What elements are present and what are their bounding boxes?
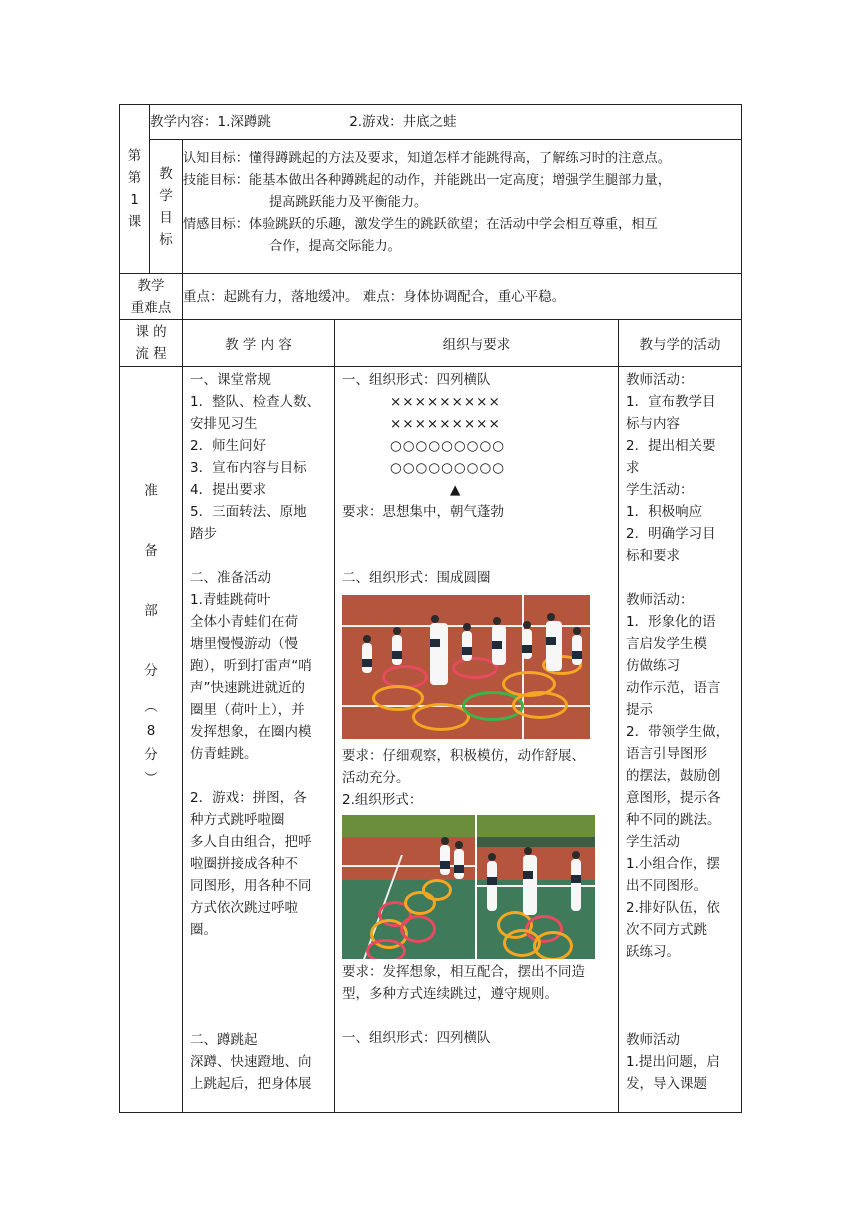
org-part-routine: 一、组织形式：四列横队 ××××××××× ××××××××× ○○○○○○○○○ ○○○○○○○○○ ▲ 要求：思想集中，朝气蓬勃 bbox=[342, 369, 618, 523]
cognitive-goal: 认知目标：懂得蹲跳起的方法及要求，知道怎样才能跳得高，了解练习时的注意点。 bbox=[183, 151, 671, 166]
content-item-2: 2.游戏：井底之蛙 bbox=[349, 114, 457, 130]
content-part-warmup: 二、准备活动 1.青蛙跳荷叶 全体小青蛙们在荷 塘里慢慢游动（慢 跑），听到打雷声“哨 声”快速跳进就近的 圈里（荷叶上），并 发挥想象，在圈内模 仿青蛙跳。 bbox=[190, 570, 312, 762]
skill-goal-cont: 提高跳跃能力及平衡能力。 bbox=[269, 195, 428, 210]
org-part-squat-jump: 一、组织形式：四列横队 bbox=[342, 1030, 491, 1046]
lesson-plan-table bbox=[119, 104, 742, 1113]
emotional-goal: 情感目标：体验跳跃的乐趣，激发学生的跳跃欲望；在活动中学会相互尊重，相互 bbox=[183, 217, 658, 232]
hoop-pattern-photo-left bbox=[342, 815, 475, 959]
lesson-number-label: 第 第 1 课 bbox=[127, 148, 142, 230]
content-column bbox=[183, 367, 335, 1113]
teacher-triangle-icon: ▲ bbox=[450, 482, 461, 498]
flow-header: 课 的 流 程 bbox=[120, 320, 183, 367]
formation-row: ○○○○○○○○○ bbox=[390, 460, 506, 476]
content-header: 教 学 内 容 bbox=[183, 320, 335, 367]
keypoints-text: 重点：起跳有力，落地缓冲。 难点：身体协调配合，重心平稳。 bbox=[183, 274, 742, 320]
activity-part-routine: 教师活动： 1．宣布教学目 标与内容 2．提出相关要 求 学生活动： 1．积极响应 2．明确学习目 标和要求 bbox=[626, 372, 716, 564]
organization-column bbox=[335, 367, 619, 1113]
activity-part-warmup: 教师活动： 1．形象化的语 言启发学生模 仿做练习 动作示范，语言 提示 2．带领学生做， 语言引导图形 的摆法，鼓励创 意图形，提示各 种不同的跳法。 学生活动 1.小组合作，摆 出不同图形。 2.排好队伍，依 次不同方式跳 跃练习。 bbox=[626, 592, 730, 960]
activity-part-squat-jump: 教师活动 1.提出问题，启 发，导入课题 bbox=[626, 1032, 720, 1092]
section-label: 准 备 部 分 ︵ 8 分 ︶ bbox=[144, 483, 158, 787]
formation-row: ××××××××× bbox=[390, 416, 501, 432]
activity-header: 教与学的活动 bbox=[619, 320, 742, 367]
activity-column bbox=[619, 367, 742, 1113]
content-part-game: 2．游戏：拼图，各 种方式跳呼啦圈 多人自由组合，把呼 啦圈拼接成各种不 同图形，用各种不同 方式依次跳过呼啦 圈。 bbox=[190, 790, 312, 938]
skill-goal: 技能目标：能基本做出各种蹲跳起的动作，并能跳出一定高度；增强学生腿部力量， bbox=[183, 173, 671, 188]
emotional-goal-cont: 合作，提高交际能力。 bbox=[269, 239, 401, 254]
objectives-text bbox=[183, 140, 742, 274]
content-part-squat-jump: 二、蹲跳起 深蹲、快速蹬地、向 上跳起后，把身体展 bbox=[190, 1032, 312, 1092]
content-item-1: 教学内容：1.深蹲跳 bbox=[150, 114, 271, 130]
content-row bbox=[150, 105, 742, 140]
keypoints-label: 教学 重难点 bbox=[130, 277, 172, 316]
content-part-routine: 一、课堂常规 1．整队、检查人数、 安排见习生 2．师生问好 3．宣布内容与目标 4．提出要求 5．三面转法、原地 踏步 bbox=[190, 372, 321, 542]
formation-row: ××××××××× bbox=[390, 394, 501, 410]
lesson-number-cell bbox=[120, 105, 150, 274]
objectives-label: 教 学 目 标 bbox=[159, 165, 173, 248]
keypoints-label-cell bbox=[120, 274, 183, 320]
objectives-label-cell bbox=[150, 140, 183, 274]
section-label-cell bbox=[120, 367, 183, 1113]
formation-row: ○○○○○○○○○ bbox=[390, 438, 506, 454]
organization-header: 组织与要求 bbox=[335, 320, 619, 367]
hoop-jump-photo bbox=[342, 595, 590, 739]
hoop-pattern-photos bbox=[342, 815, 618, 961]
org-part-circle: 二、组织形式：围成圆圈 要求：仔细观察，积极模仿，动作舒展、 活动充分。 2.组织形式： 要求：发挥想象，相互配合，摆出不同造 型，多种方式连续跳过，遵守规则。 bbox=[342, 567, 618, 1005]
formation-diagram bbox=[342, 391, 618, 501]
hoop-pattern-photo-right bbox=[477, 815, 595, 959]
